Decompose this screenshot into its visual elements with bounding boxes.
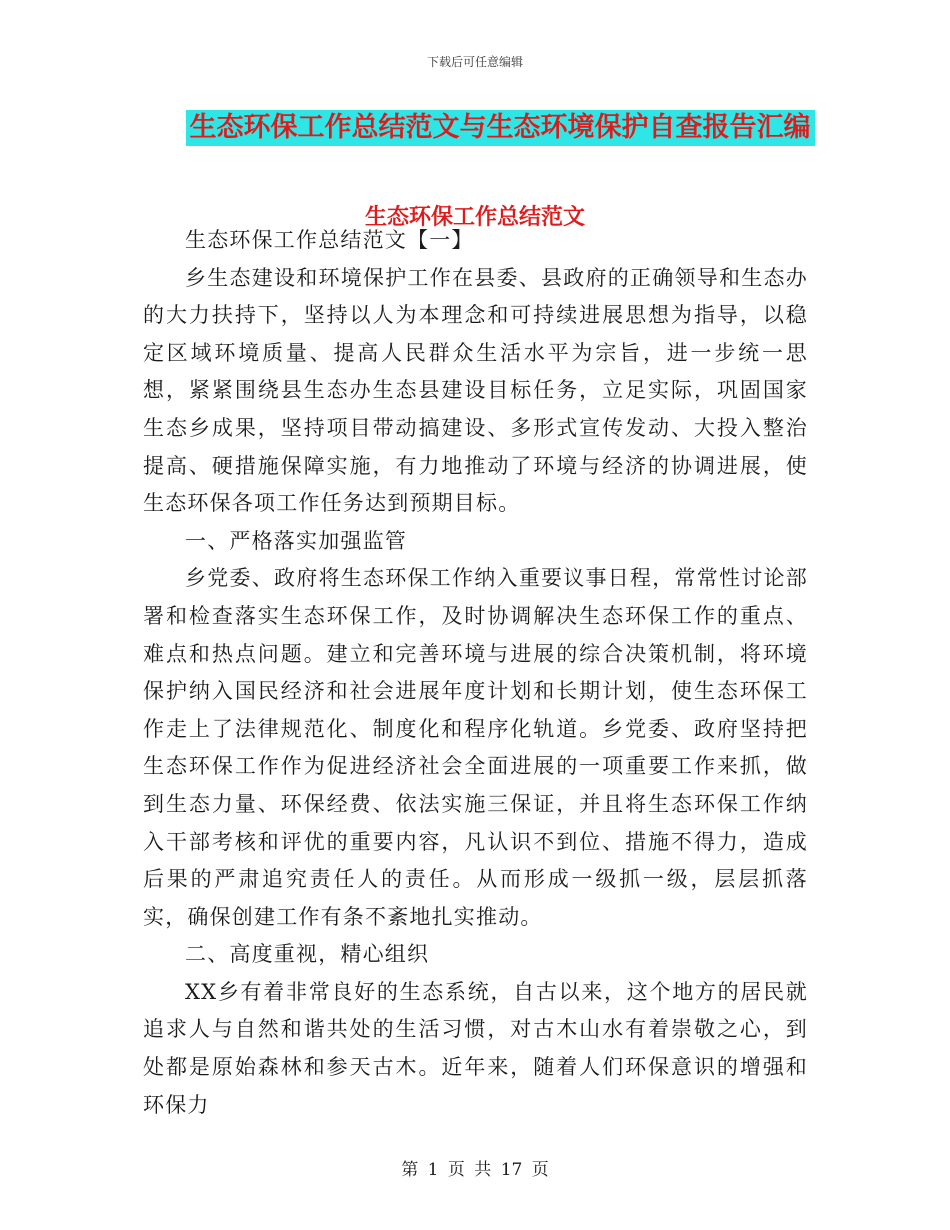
section-title: 生态环保工作总结范文	[364, 205, 585, 230]
document-body	[143, 222, 808, 1124]
page-number-footer: 第 1 页 共 17 页	[401, 1160, 549, 1180]
document-title: 生态环保工作总结范文与生态环境保护自查报告汇编	[186, 110, 815, 146]
paragraph-intro: 乡生态建设和环境保护工作在县委、县政府的正确领导和生态办的大力扶持下，坚持以人为本理念和可持续进展思想为指导，以稳定区域环境质量、提高人民群众生活水平为宗旨，进一步统一思想，紧紧围绕县生态办生态县建设目标任务，立足实际，巩固国家生态乡成果，坚持项目带动搞建设、多形式宣传发动、大投入整治提高、硬措施保障实施，有力地推动了环境与经济的协调进展，使生态环保各项工作任务达到预期目标。	[143, 265, 808, 516]
document-title-container	[0, 110, 950, 146]
subheading-strict-supervision: 一、严格落实加强监管	[185, 528, 407, 553]
subheading-example-one: 生态环保工作总结范文【一】	[185, 228, 474, 252]
paragraph-ecosystem: XX乡有着非常良好的生态系统，自古以来，这个地方的居民就追求人与自然和谐共处的生活习惯，对古木山水有着崇敬之心，到处都是原始森林和参天古木。近年来，随着人们环保意识的增强和环保力	[143, 979, 808, 1117]
paragraph-supervision: 乡党委、政府将生态环保工作纳入重要议事日程，常常性讨论部署和检查落实生态环保工作，及时协调解决生态环保工作的重点、难点和热点问题。建立和完善环境与进展的综合决策机制，将环境保护纳入国民经济和社会进展年度计划和长期计划，使生态环保工作走上了法律规范化、制度化和程序化轨道。乡党委、政府坚持把生态环保工作作为促进经济社会全面进展的一项重要工作来抓，做到生态力量、环保经费、依法实施三保证，并且将生态环保工作纳入干部考核和评优的重要内容，凡认识不到位、措施不得力，造成后果的严肃追究责任人的责任。从而形成一级抓一级，层层抓落实，确保创建工作有条不紊地扎实推动。	[143, 566, 808, 929]
page-header-note: 下载后可任意编辑	[426, 55, 523, 69]
subheading-organization: 二、高度重视，精心组织	[185, 942, 430, 967]
